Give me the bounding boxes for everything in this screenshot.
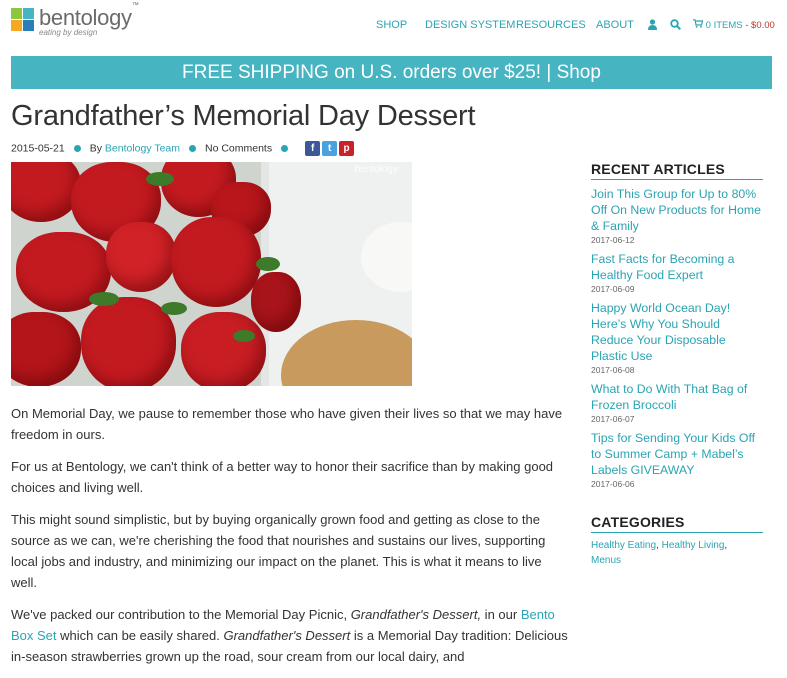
recent-articles	[591, 161, 763, 489]
post-meta: 2015-05-21 By Bentology Team No Comments f t p	[11, 141, 356, 157]
main-nav	[0, 19, 787, 33]
image-watermark: bentology	[354, 164, 398, 175]
hero-image	[11, 162, 412, 386]
nav-design-system[interactable]: DESIGN SYSTEM	[425, 19, 516, 31]
article-item	[591, 186, 763, 245]
article-link[interactable]: Fast Facts for Becoming a Healthy Food Expert	[591, 252, 735, 282]
category-list: Healthy Eating, Healthy Living, Menus	[591, 540, 728, 566]
nav-about[interactable]: ABOUT	[596, 19, 634, 31]
cart-total: $0.00	[751, 20, 775, 31]
article-item	[591, 430, 763, 489]
category-menus[interactable]: Menus	[591, 555, 622, 566]
article-body	[11, 403, 571, 678]
pinterest-icon[interactable]: p	[339, 141, 354, 156]
article-item	[591, 251, 763, 294]
nav-shop[interactable]: SHOP	[376, 19, 408, 31]
article-link[interactable]: Tips for Sending Your Kids Off to Summer Camp + Mabel’s Labels GIVEAWAY	[591, 431, 756, 477]
dot-icon	[189, 145, 196, 152]
recent-articles-heading: RECENT ARTICLES	[591, 161, 763, 180]
article-link[interactable]: Join This Group for Up to 80% Off On New Products for Home & Family	[591, 187, 761, 233]
paragraph: For us at Bentology, we can't think of a better way to honor their sacrifice than by making good choices and living well.	[11, 459, 554, 495]
dot-icon	[74, 145, 81, 152]
article-date: 2017-06-12	[591, 235, 635, 245]
author-link[interactable]: Bentology Team	[104, 142, 180, 155]
article-date: 2017-06-08	[591, 365, 635, 375]
free-shipping-banner[interactable]: FREE SHIPPING on U.S. orders over $25! | Shop	[11, 56, 772, 89]
dot-icon	[281, 145, 288, 152]
post-date: 2015-05-21	[11, 142, 65, 155]
paragraph: We've packed our contribution to the Memorial Day Picnic, Grandfather's Dessert, in our Bento Box Set which can be easily shared. Grandfather's Dessert is a Memorial Day tradition: Delicious in-season strawberries grown up the road, sour cream from our local dairy, and	[11, 607, 568, 664]
article-item	[591, 300, 763, 375]
article-item	[591, 381, 763, 424]
bento-box-set-link[interactable]: Bento Box Set	[11, 607, 555, 643]
article-date: 2017-06-09	[591, 284, 635, 294]
cart-link[interactable]: 0 ITEMS - $0.00	[693, 19, 775, 31]
logo-wordmark: bentology™	[39, 1, 139, 30]
categories	[591, 514, 763, 568]
logo-tagline: eating by design	[39, 28, 98, 37]
search-icon[interactable]	[670, 19, 681, 33]
user-icon[interactable]	[648, 19, 657, 33]
comments-link[interactable]: No Comments	[205, 142, 273, 155]
article-link[interactable]: What to Do With That Bag of Frozen Broccoli	[591, 382, 748, 412]
article-date: 2017-06-07	[591, 414, 635, 424]
article-link[interactable]: Happy World Ocean Day! Here’s Why You Should Reduce Your Disposable Plastic Use	[591, 301, 731, 363]
facebook-icon[interactable]: f	[305, 141, 320, 156]
category-healthy-eating[interactable]: Healthy Eating	[591, 540, 657, 551]
share-buttons	[305, 141, 356, 156]
nav-resources[interactable]: RESOURCES	[516, 19, 586, 31]
twitter-icon[interactable]: t	[322, 141, 337, 156]
categories-heading: CATEGORIES	[591, 514, 763, 533]
paragraph: On Memorial Day, we pause to remember those who have given their lives so that we may have freedom in ours.	[11, 406, 563, 442]
category-healthy-living[interactable]: Healthy Living	[661, 540, 725, 551]
cart-count: 0 ITEMS	[705, 20, 743, 31]
article-date: 2017-06-06	[591, 479, 635, 489]
paragraph: This might sound simplistic, but by buying organically grown food and getting as close to the source as we can, we're cherishing the food that nourishes and sustains our lives, supporting local jobs and industry, and minimizing our impact on the planet. This is what it means to live well.	[11, 512, 546, 590]
page-title: Grandfather’s Memorial Day Dessert	[11, 100, 476, 132]
cart-icon	[693, 20, 703, 31]
